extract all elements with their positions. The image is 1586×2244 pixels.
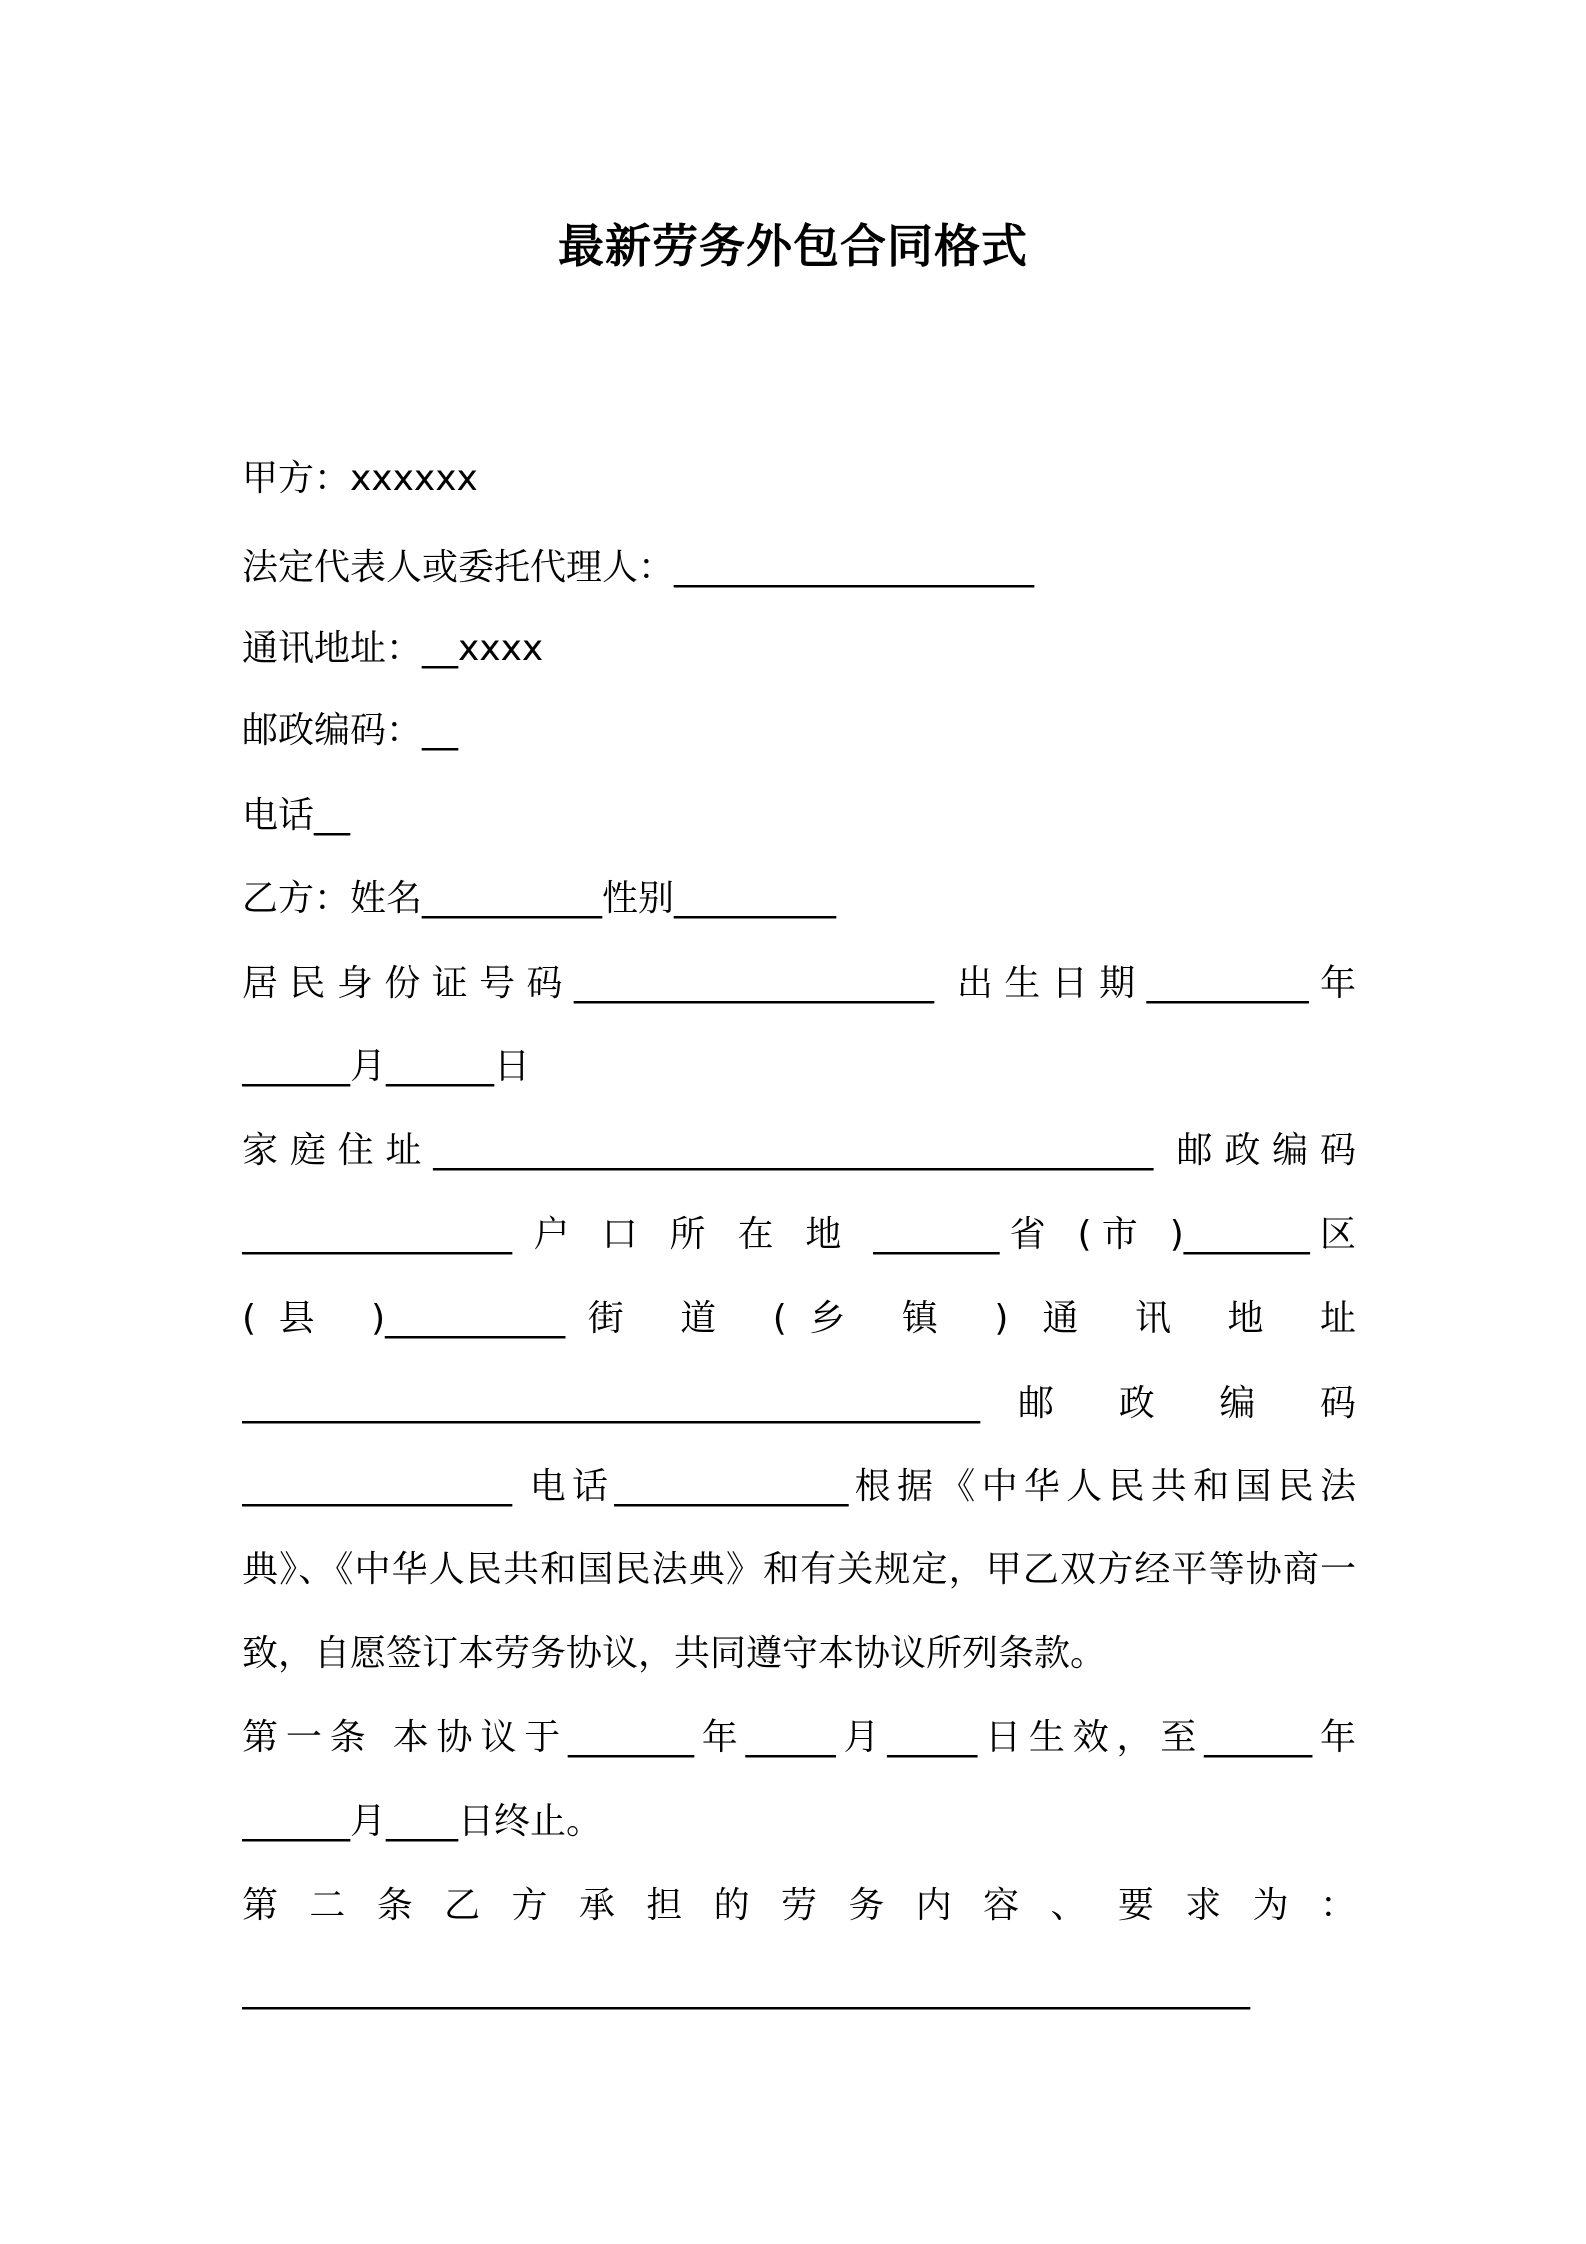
county-street-address-line: (县 )__________街 道 (乡 镇 ) 通 讯 地 址 xyxy=(242,1298,1356,1339)
home-address-line: 家庭住址________________________________________ 邮政编码 xyxy=(242,1130,1356,1171)
party-a-line: 甲方：xxxxxx xyxy=(242,458,478,499)
birthdate-month-day-line: ______月______日 xyxy=(242,1046,531,1087)
party-a-address-line: 通讯地址：__xxxx xyxy=(242,628,544,669)
article-one-end-line: ______月____日终止。 xyxy=(242,1801,603,1842)
mailing-address-postcode-line: _________________________________________ 邮 政 编 码 xyxy=(242,1383,1356,1424)
article-one-line: 第一条 本协议于_______年_____月_____日生效，至______年 xyxy=(242,1717,1356,1758)
party-a-phone-line: 电话__ xyxy=(242,795,351,836)
id-number-birthdate-line: 居民身份证号码____________________ 出生日期_________年 xyxy=(242,963,1356,1004)
party-a-postcode-line: 邮政编码：__ xyxy=(242,710,459,751)
legal-representative-line: 法定代表人或委托代理人：____________________ xyxy=(242,547,1035,588)
article-two-blank-line: ________________________________________________________ xyxy=(242,1969,1250,2010)
legal-basis-continued-line: 典》、《中华人民共和国民法典》和有关规定，甲乙双方经平等协商一 xyxy=(242,1549,1356,1590)
phone-legal-basis-line: _______________ 电话_____________根据《中华人民共和国民法 xyxy=(242,1466,1356,1507)
article-two-line: 第 二 条 乙 方 承 担 的 劳 务 内 容 、 要 求 为 ： xyxy=(242,1885,1356,1926)
household-registration-line: _______________ 户 口 所 在 地 _______省 (市 )_______区 xyxy=(242,1214,1356,1255)
party-b-name-gender-line: 乙方：姓名__________性别_________ xyxy=(242,878,837,919)
agreement-consent-line: 致，自愿签订本劳务协议，共同遵守本协议所列条款。 xyxy=(242,1633,1107,1674)
document-title: 最新劳务外包合同格式 xyxy=(558,219,1028,273)
